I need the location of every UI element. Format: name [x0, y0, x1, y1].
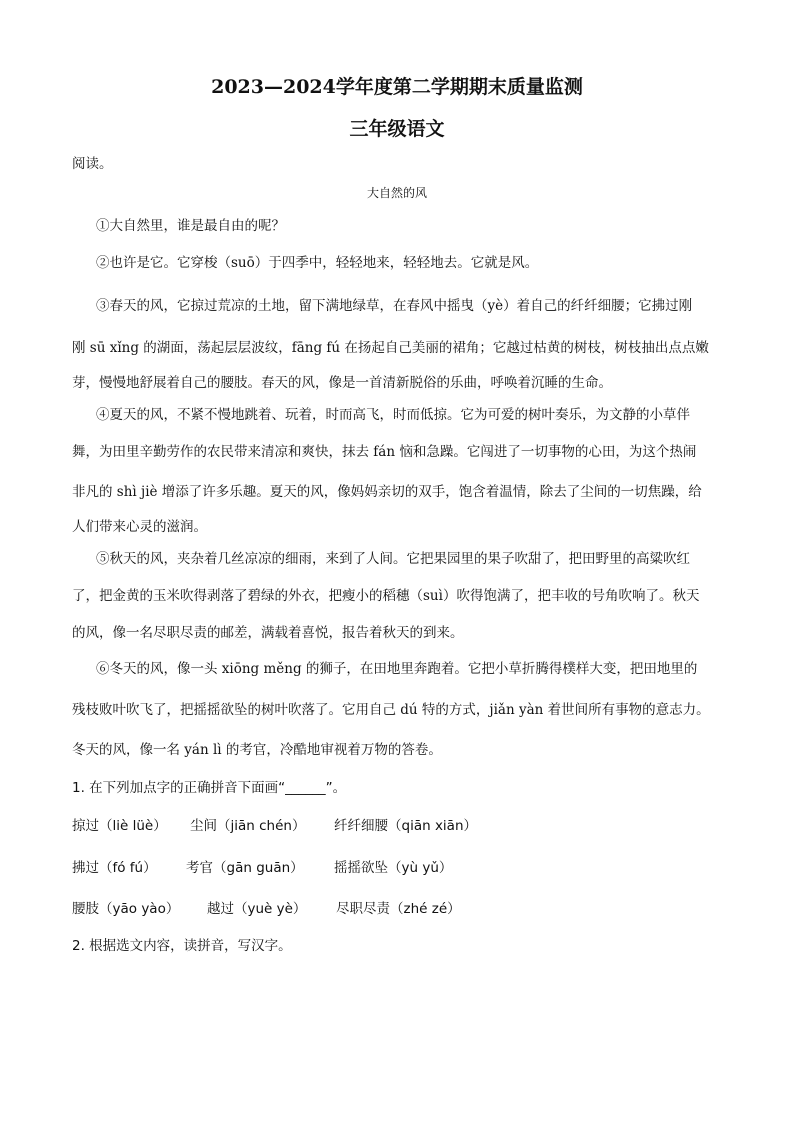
pinyin-option: 越过（yuè yè） [207, 901, 307, 917]
pinyin-option: 摇摇欲坠（yù yǔ） [334, 860, 453, 876]
passage-line: 舞，为田里辛勤劳作的农民带来清凉和爽快，抹去 fán 恼和急躁。它闯进了一切事物的心田，为这个热闹 [72, 444, 697, 460]
passage-line: 的风，像一名尽职尽责的邮差，满载着喜悦，报告着秋天的到来。 [72, 625, 464, 641]
exam-subtitle: 三年级语文 [349, 118, 445, 140]
question-1: 1. 在下列加点字的正确拼音下面画“______”。 [72, 780, 347, 796]
pinyin-option: 考官（gān guān） [186, 860, 304, 876]
pinyin-option: 纤纤细腰（qiān xiān） [334, 818, 478, 834]
passage-line: 刚 sū xǐng 的湖面，荡起层层波纹，fāng fú 在扬起自己美丽的裙角；它越过枯黄的树枝，树枝抽出点点嫩 [72, 340, 709, 356]
passage-line: 冬天的风，像一名 yán lì 的考官，冷酷地审视着万物的答卷。 [72, 742, 442, 758]
passage-line: ③春天的风，它掠过荒凉的土地，留下满地绿草，在春风中摇曳（yè）着自己的纤纤细腰；它拂过刚 [96, 298, 693, 314]
passage-line: ⑥冬天的风，像一头 xiōng měng 的狮子，在田地里奔跑着。它把小草折腾得樸样大变，把田地里的 [96, 661, 698, 677]
passage-title: 大自然的风 [366, 186, 427, 200]
pinyin-option: 掠过（liè lüè） [72, 818, 167, 834]
passage-line: 人们带来心灵的滋润。 [72, 519, 207, 535]
passage-line: 芽，慢慢地舒展着自己的腰肢。春天的风，像是一首清新脱俗的乐曲，呼唤着沉睡的生命。 [72, 375, 612, 391]
passage-line: ②也许是它。它穿梭（suō）于四季中，轻轻地来，轻轻地去。它就是风。 [96, 255, 539, 271]
question-2: 2. 根据选文内容，读拼音，写汉字。 [72, 938, 292, 954]
pinyin-option: 尽职尽责（zhé zé） [336, 901, 461, 917]
passage-line: 非凡的 shì jiè 增添了许多乐趣。夏天的风，像妈妈亲切的双手，饱含着温情，除去了尘间的一切焦躁，给 [72, 484, 702, 500]
passage-line: ⑤秋天的风，夹杂着几丝凉凉的细雨，来到了人间。它把果园里的果子吹甜了，把田野里的高粱吹红 [96, 551, 690, 567]
exam-title: 2023—2024学年度第二学期期末质量监测 [211, 76, 583, 98]
pinyin-option: 腰肢（yāo yào） [72, 901, 180, 917]
reading-instruction: 阅读。 [72, 156, 113, 172]
passage-line: ①大自然里，谁是最自由的呢？ [96, 218, 285, 234]
pinyin-option: 拂过（fó fú） [72, 860, 157, 876]
passage-line: 残枝败叶吹飞了，把摇摇欲坠的树叶吹落了。它用自己 dú 特的方式，jiǎn yàn 着世间所有事物的意志力。 [72, 702, 710, 718]
passage-line: 了，把金黄的玉米吹得剥落了碧绿的外衣，把瘦小的稻穗（suì）吹得饱满了，把丰收的号角吹响了。秋天 [72, 588, 700, 604]
passage-line: ④夏天的风，不紧不慢地跳着、玩着，时而高飞，时而低掠。它为可爱的树叶奏乐，为文静的小草伴 [96, 407, 690, 423]
pinyin-option: 尘间（jiān chén） [190, 818, 306, 834]
